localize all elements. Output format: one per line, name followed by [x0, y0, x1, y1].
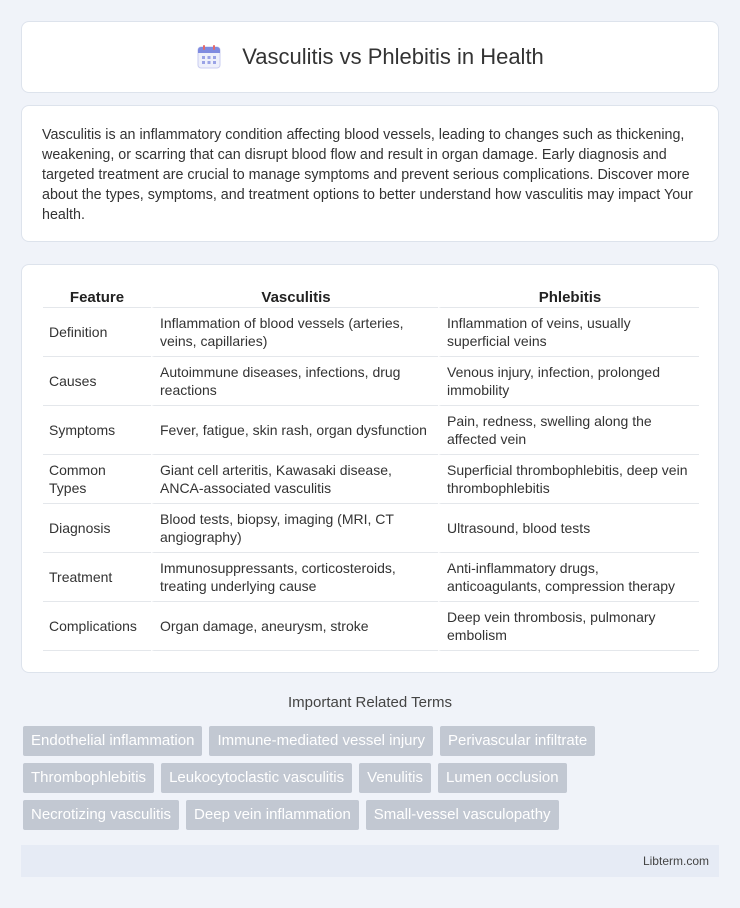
- row-vasculitis: Giant cell arteritis, Kawasaki disease, ANCA-associated vasculitis: [151, 455, 438, 504]
- row-vasculitis: Organ damage, aneurysm, stroke: [151, 602, 438, 651]
- row-phlebitis: Superficial thrombophlebitis, deep vein thrombophlebitis: [438, 455, 699, 504]
- intro-card: [21, 105, 719, 242]
- term-tag[interactable]: Small-vessel vasculopathy: [366, 800, 559, 830]
- table-row: [43, 602, 699, 651]
- row-feature: Complications: [43, 602, 151, 651]
- row-feature: Treatment: [43, 553, 151, 602]
- term-tag[interactable]: Venulitis: [359, 763, 431, 793]
- row-phlebitis: Deep vein thrombosis, pulmonary embolism: [438, 602, 699, 651]
- row-feature: Common Types: [43, 455, 151, 504]
- term-tag[interactable]: Necrotizing vasculitis: [23, 800, 179, 830]
- term-tag[interactable]: Immune-mediated vessel injury: [209, 726, 433, 756]
- footer: [21, 845, 719, 877]
- term-tag[interactable]: Deep vein inflammation: [186, 800, 359, 830]
- table-row: [43, 455, 699, 504]
- row-phlebitis: Inflammation of veins, usually superficial veins: [438, 308, 699, 357]
- table-row: [43, 504, 699, 553]
- row-phlebitis: Venous injury, infection, prolonged immobility: [438, 357, 699, 406]
- table-row: [43, 357, 699, 406]
- row-vasculitis: Immunosuppressants, corticosteroids, treating underlying cause: [151, 553, 438, 602]
- table-row: [43, 553, 699, 602]
- header-phlebitis: Phlebitis: [438, 286, 699, 308]
- intro-paragraph: Vasculitis is an inflammatory condition affecting blood vessels, leading to changes such as thickening, weakening, or scarring that can disrupt blood flow and result in organ damage. Early diagnosis and targeted treatment are crucial to manage symptoms and prevent serious complications. Discover more about the types, symptoms, and treatment options to better understand how vasculitis may impact Your health.: [42, 127, 693, 223]
- header-feature: Feature: [43, 286, 151, 308]
- term-tag[interactable]: Endothelial inflammation: [23, 726, 202, 756]
- header-card: [21, 21, 719, 93]
- term-tag[interactable]: Leukocytoclastic vasculitis: [161, 763, 352, 793]
- term-tag[interactable]: Lumen occlusion: [438, 763, 567, 793]
- term-tag[interactable]: Perivascular infiltrate: [440, 726, 595, 756]
- table-header-row: [43, 286, 699, 308]
- row-vasculitis: Fever, fatigue, skin rash, organ dysfunction: [151, 406, 438, 455]
- footer-site-link[interactable]: Libterm.com: [642, 854, 709, 868]
- row-phlebitis: Pain, redness, swelling along the affected vein: [438, 406, 699, 455]
- comparison-table: [43, 286, 699, 651]
- row-vasculitis: Blood tests, biopsy, imaging (MRI, CT angiography): [151, 504, 438, 553]
- header-vasculitis: Vasculitis: [151, 286, 438, 308]
- row-vasculitis: Inflammation of blood vessels (arteries, veins, capillaries): [151, 308, 438, 357]
- row-feature: Symptoms: [43, 406, 151, 455]
- row-feature: Definition: [43, 308, 151, 357]
- row-feature: Diagnosis: [43, 504, 151, 553]
- row-phlebitis: Anti-inflammatory drugs, anticoagulants, compression therapy: [438, 553, 699, 602]
- comparison-table-card: [21, 264, 719, 673]
- page-title: Vasculitis vs Phlebitis in Health: [242, 44, 544, 69]
- row-phlebitis: Ultrasound, blood tests: [438, 504, 699, 553]
- related-terms-title: Important Related Terms: [288, 694, 452, 711]
- row-vasculitis: Autoimmune diseases, infections, drug reactions: [151, 357, 438, 406]
- row-feature: Causes: [43, 357, 151, 406]
- table-row: [43, 308, 699, 357]
- related-terms-list: [23, 726, 723, 830]
- term-tag[interactable]: Thrombophlebitis: [23, 763, 154, 793]
- calendar-grid-icon: [196, 44, 222, 70]
- table-row: [43, 406, 699, 455]
